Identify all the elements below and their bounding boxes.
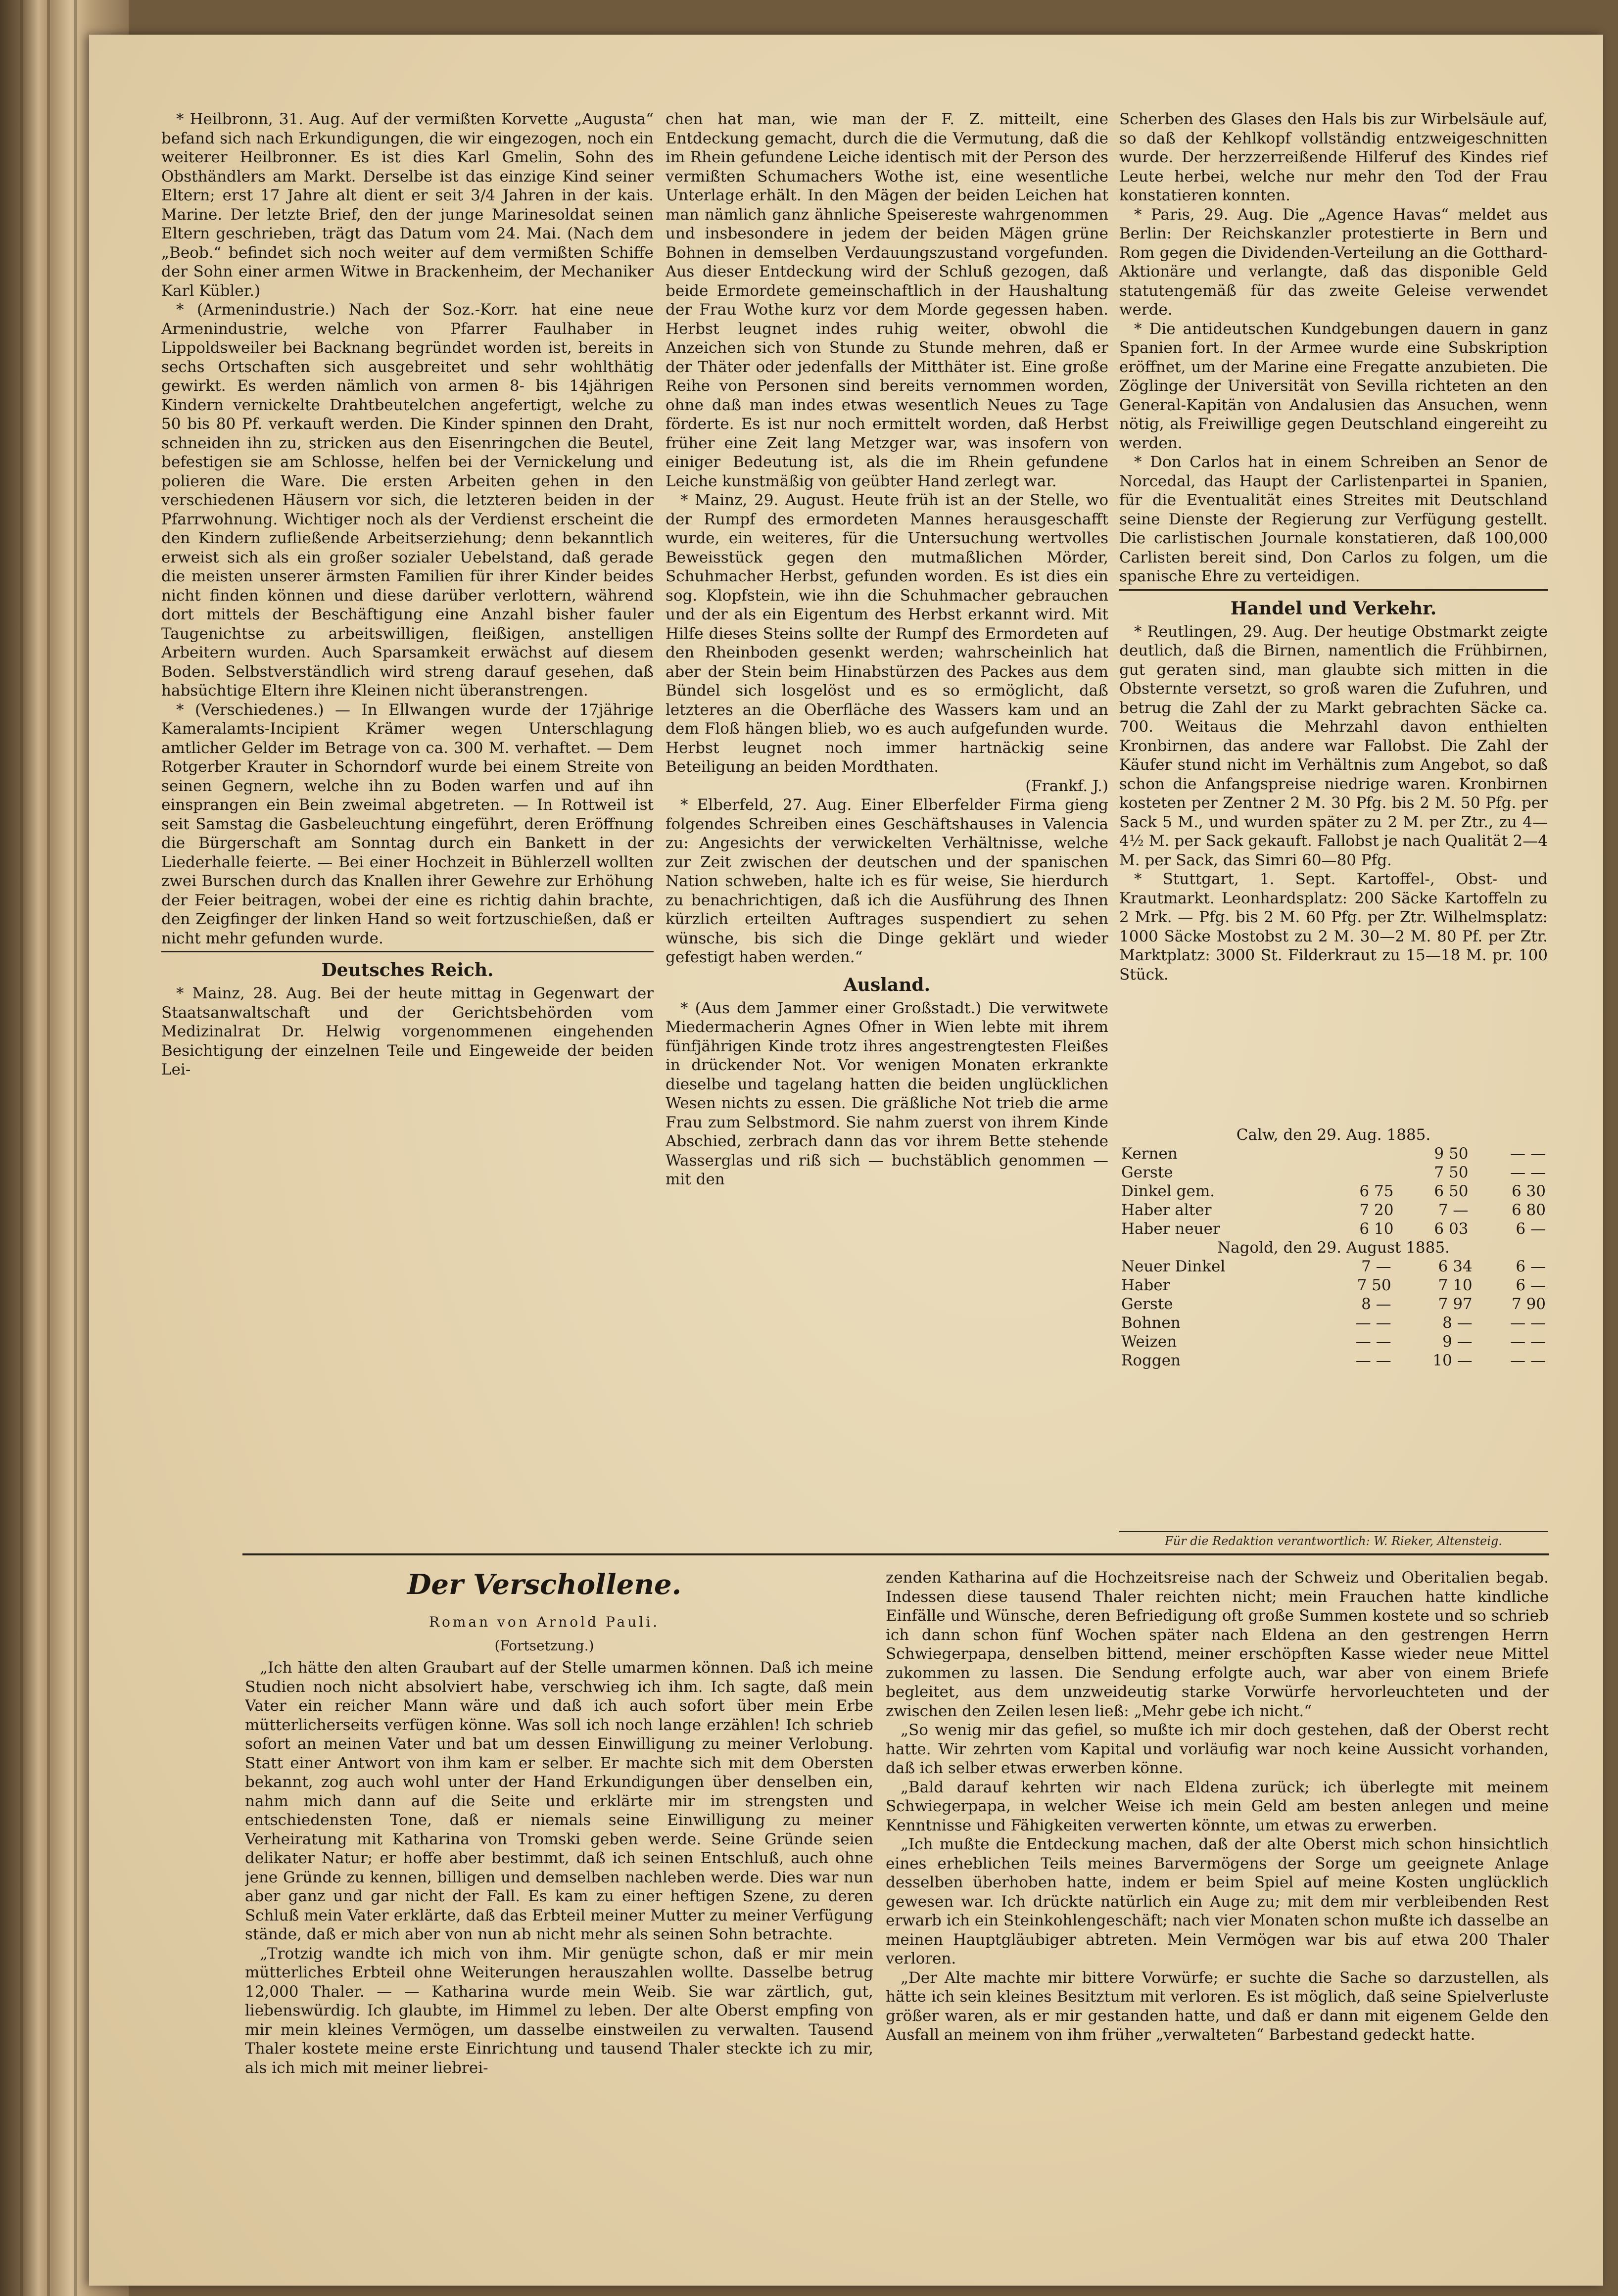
novel-column-1: [245, 1658, 873, 2163]
article-verschiedenes: * (Verschiedenes.) — In Ellwangen wurde der 17jährige Kameralamts-Incipient Krämer wegen Unterschlagung amtlicher Gelder im Betrage von ca. 300 M. verhaftet. — Dem Rotgerber Krauter in Schorndorf wurde bei einem Streite von seinen Gegnern, welche ihn zu Boden warfen und auf ihn einsprangen ein Bein zweimal abgetreten. — In Rottweil ist seit Samstag die Gasbeleuchtung eingeführt, deren Eröffnung die Bürgerschaft am Sonntag durch ein Bankett in der Liederhalle feierte. — Bei einer Hochzeit in Bühlerzell wollten zwei Burschen durch das Knallen ihrer Gewehre zur Erhöhung der Feier beitragen, wobei der eine es richtig dahin brachte, den Zeigfinger der linken Hand so weit fortzuschießen, daß er nicht mehr gefunden wurde.: [161, 701, 654, 947]
article-grossstadt-cont: Scherben des Glases den Hals bis zur Wirbelsäule auf, so daß der Kehlkopf vollständig entzweigeschnitten wurde. Der herzzerreißende Hilferuf des Kindes rief Leute herbei, welche nur mehr den Tod der Frau konstatieren konnten.: [1119, 110, 1548, 204]
commodity-name: Dinkel gem.: [1121, 1182, 1215, 1200]
novel-paragraph: „So wenig mir das gefiel, so mußte ich mir doch gestehen, daß der Oberst recht hatte. Wir zehrten vom Kapital und vorläufig war noch keine Aussicht vorhanden, daß ich selber etwas erwerben könne.: [886, 1721, 1549, 1777]
price-cell: — —: [1510, 1314, 1546, 1332]
price-cell: — —: [1355, 1333, 1391, 1351]
calw-price-table: [1119, 1144, 1548, 1238]
section-heading-ausland: Ausland.: [843, 974, 931, 995]
commodity-name: Bohnen: [1121, 1314, 1181, 1332]
price-cell: — —: [1510, 1333, 1546, 1351]
price-row: [1119, 1351, 1548, 1370]
price-row: [1119, 1163, 1548, 1182]
price-cell: 6 80: [1511, 1201, 1546, 1219]
column-2: [666, 110, 1108, 1391]
section-rule: [161, 951, 654, 952]
article-armenindustrie: * (Armenindustrie.) Nach der Soz.-Korr. hat eine neue Armenindustrie, welche von Pfarrer Faulhaber in Lippoldsweiler bei Backnang begründet worden ist, bereits in sechs Ortschaften sich ausgebreitet und sehr wohlthätig gewirkt. Es werden nämlich von armen 8- bis 14jährigen Kindern vernickelte Drahtbeutelchen angefertigt, welche zu 50 bis 80 Pf. verkauft werden. Die Kinder spinnen den Draht, schneiden ihn zu, stricken aus den Eisenringchen die Beutel, befestigen sie am Schlosse, helfen bei der Vernickelung und polieren die Ware. Die ersten Arbeiten gehen in den verschiedenen Häusern vor sich, die letzteren beiden in der Pfarrwohnung. Wichtiger noch als der Verdienst erscheint die den Kindern zufließende Arbeitserziehung; denn bekanntlich erweist sich als ein großer sozialer Uebelstand, daß gerade die meisten unserer ärmsten Familien für ihrer Kinder beides nicht finden können und diese darüber verlottern, während dort mittels der Beschäftigung eine Anzahl bisher fauler Taugenichtse zu arbeitswilligen, fleißigen, anstelligen Arbeitern wurden. Auch Sparsamkeit erwächst auf diesem Boden. Selbstverständlich wird streng darauf gesehen, daß habsüchtige Eltern ihre Kleinen nicht überanstrengen.: [161, 301, 654, 700]
price-cell: 6 75: [1359, 1182, 1394, 1200]
price-cell: 6 10: [1359, 1220, 1394, 1238]
novel-column-2: [886, 1568, 1549, 2162]
novel-paragraph: „Trotzig wandte ich mich von ihm. Mir genügte schon, daß er mir mein mütterliches Erbteil ohne Weiterungen herauszahlen wollte. Dasselbe betrug 12,000 Thaler. — — Katharina wurde mein Weib. Sie war zärtlich, gut, liebenswürdig. Ich glaubte, im Himmel zu leben. Der alte Oberst empfing von mir mein kleines Vermögen, um dasselbe einstweilen zu verwalten. Tausend Thaler kostete meine erste Einrichtung und tausend Thaler steckte ich zu mir, als ich mich mit meiner liebrei-: [245, 1944, 873, 2077]
commodity-name: Kernen: [1121, 1145, 1178, 1163]
novel-paragraph: „Bald darauf kehrten wir nach Eldena zurück; ich überlegte mit meinem Schwiegerpapa, in welcher Weise ich mein Geld am besten anlegen und meine Kenntnisse und Fähigkeiten verwerten könnte, um etwas zu erwerben.: [886, 1778, 1549, 1834]
price-cell: 10 —: [1432, 1352, 1473, 1369]
commodity-name: Roggen: [1121, 1352, 1181, 1369]
article-don-carlos: * Don Carlos hat in einem Schreiben an Senor de Norcedal, das Haupt der Carlistenpartei in Spanien, für die Eventualität eines Streites mit Deutschland seine Dienste der Regierung zur Verfügung gestellt. Die carlistischen Journale konstatieren, daß 100,000 Carlisten bereit sind, Don Carlos zu folgen, um die spanische Ehre zu verteidigen.: [1119, 453, 1548, 585]
article-reutlingen: * Reutlingen, 29. Aug. Der heutige Obstmarkt zeigte deutlich, daß die Birnen, namentlich die Frühbirnen, gut geraten sind, man glaubte sich mitten in die Obsternte versetzt, so groß waren die Zufuhren, und betrug die Zahl der zu Markt gebrachten Säcke ca. 700. Weitaus die Mehrzahl davon enthielten Kronbirnen, das andere war Fallobst. Die Zahl der Käufer stund nicht im Verhältnis zum Angebot, so daß schon die Anfangspreise niedrige waren. Kronbirnen kosteten per Zentner 2 M. 30 Pfg. bis 2 M. 50 Pfg. per Sack 5 M., und wurden später zu 2 M. per Ztr., zu 4—4½ M. per Sack gekauft. Fallobst je nach Qualität 2—4 M. per Sack, das Simri 60—80 Pfg.: [1119, 622, 1548, 869]
price-cell: 7 —: [1438, 1201, 1469, 1219]
article-grossstadt: * (Aus dem Jammer einer Großstadt.) Die verwitwete Miedermacherin Agnes Ofner in Wien lebte mit ihrem fünfjährigen Kinde trotz ihres angestrengtesten Fleißes in drückender Not. Vor wenigen Monaten erkrankte dieselbe und tagelang hatten die beiden unglücklichen Wesen nichts zu essen. Die gräßliche Not trieb die arme Frau zum Selbstmord. Sie nahm zuerst von ihrem Kinde Abschied, zerbrach dann das vor ihrem Bette stehende Wasserglas und riß sich — buchstäblich genommen — mit den: [666, 999, 1108, 1188]
novel-paragraph: zenden Katharina auf die Hochzeitsreise nach der Schweiz und Oberitalien begab. Indessen diese tausend Thaler reichten nicht; mein Frauchen hatte kindliche Einfälle und Wünsche, deren Befriedigung oft große Summen kostete und so schrieb ich dann schon fünf Wochen später nach Eldena an den gestrengen Herrn Schwiegerpapa, denselben bittend, meiner erschöpften Kasse wieder neue Mittel zukommen zu lassen. Die Sendung erfolgte auch, war aber von einem Briefe begleitet, aus dem unzweideutig starke Vorwürfe hervorleuchteten und der zwischen den Zeilen lesen ließ: „Mehr gebe ich nicht.“: [886, 1569, 1549, 1720]
novel-paragraph: „Der Alte machte mir bittere Vorwürfe; er suchte die Sache so darzustellen, als hätte ich sein kleines Besitztum mit verloren. Es ist möglich, daß seine Spielverluste größer waren, als er mir gestanden hatte, und daß er dann mit eigenem Gelde den Ausfall an meinem von ihm früher „verwalteten“ Barbestand gedeckt hatte.: [886, 1968, 1549, 2044]
price-cell: 6 30: [1511, 1182, 1546, 1200]
novel-title: Der Verschollene.: [407, 1568, 682, 1601]
price-cell: 9 —: [1442, 1333, 1473, 1351]
column-3: [1119, 110, 1548, 1124]
price-cell: — —: [1510, 1164, 1546, 1181]
novel-continued: (Fortsetzung.): [494, 1638, 594, 1654]
price-cell: 7 50: [1357, 1276, 1391, 1294]
nagold-price-table: [1119, 1257, 1548, 1370]
price-cell: 7 20: [1359, 1201, 1394, 1219]
price-cell: — —: [1355, 1314, 1391, 1332]
price-cell: 6 34: [1438, 1258, 1473, 1275]
novel-author: Roman von Arnold Pauli.: [428, 1614, 660, 1630]
price-cell: 7 90: [1511, 1295, 1546, 1313]
price-cell: 7 97: [1438, 1295, 1473, 1313]
commodity-name: Gerste: [1121, 1164, 1173, 1181]
calw-caption: Calw, den 29. Aug. 1885.: [1236, 1126, 1431, 1144]
article-heilbronn: * Heilbronn, 31. Aug. Auf der vermißten Korvette „Augusta“ befand sich nach Erkundigungen, die wir eingezogen, noch ein weiterer Heilbronner. Es ist dies Karl Gmelin, Sohn des Obsthändlers am Markt. Derselbe ist das einzige Kind seiner Eltern; erst 17 Jahre alt dient er seit 3/4 Jahren in der kais. Marine. Der letzte Brief, den der junge Marinesoldat seinen Eltern geschrieben, trägt das Datum vom 24. Mai. (Nach dem „Beob.“ befindet sich noch weiter auf dem vermißten Schiffe der Sohn einer armen Witwe in Brackenheim, der Mechaniker Karl Kübler.): [161, 110, 654, 300]
price-cell: 7 —: [1361, 1258, 1391, 1275]
price-row: [1119, 1182, 1548, 1201]
price-cell: [1321, 1144, 1395, 1163]
section-rule: [1119, 589, 1548, 591]
price-cell: — —: [1510, 1145, 1546, 1163]
editor-note: Für die Redaktion verantwortlich: W. Rieker, Altensteig.: [1119, 1531, 1548, 1548]
novel-paragraph: „Ich hätte den alten Graubart auf der Stelle umarmen können. Daß ich meine Studien noch nicht absolviert habe, verschwieg ich ihm. Ich sagte, daß mein Vater ein reicher Mann wäre und daß ich auch sofort über mein Erbe mütterlicherseits verfügen könne. Was soll ich noch lange erzählen! Ich schrieb sofort an meinen Vater und bat um dessen Einwilligung zu meiner Verlobung. Statt einer Antwort von ihm kam er selber. Er machte sich mit dem Obersten bekannt, zog auch wohl unter der Hand Erkundigungen über denselben ein, nahm mich dann auf die Seite und erklärte mir im strengsten und entschiedensten Tone, daß er niemals seine Einwilligung zu meiner Verheiratung mit Katharina von Tromski geben werde. Seine Gründe seien delikater Natur; er hoffe aber bestimmt, daß ich seinen Entschluß, auch ohne jene Gründe zu kennen, billigen und demselben nachleben werde. Dies war nun aber ganz und gar nicht der Fall. Es kam zu einer heftigen Szene, zu deren Schluß mein Vater erklärte, daß das Erbteil meiner Mutter zu meiner Verfügung stände, daß er mich aber von nun ab nicht mehr als seinen Sohn betrachte.: [245, 1659, 873, 1943]
novel-paragraph: „Ich mußte die Entdeckung machen, daß der alte Oberst mich schon hinsichtlich eines erheblichen Teils meines Barvermögens der Sorge um geeignete Anlage desselben überhoben hatte, indem er beim Spiel auf meine Kosten unglücklich gewesen war. Ich drückte natürlich ein Auge zu; mit dem mir verbleibenden Rest erwarb ich ein Steinkohlengeschäft; nach vier Monaten schon mußte ich dasselbe an meinen Hauptgläubiger abtreten. Mein Vermögen war bis auf etwa 200 Thaler verloren.: [886, 1835, 1549, 1968]
commodity-name: Gerste: [1121, 1295, 1173, 1313]
price-cell: 8 —: [1442, 1314, 1473, 1332]
commodity-name: Haber neuer: [1121, 1220, 1220, 1238]
article-mainz-28-cont: chen hat man, wie man der F. Z. mitteilt, eine Entdeckung gemacht, durch die die Vermutung, daß die im Rhein gefundene Leiche identisch mit der Person des vermißten Schumachers Wothe ist, eine wesentliche Unterlage erhält. In den Mägen der beiden Leichen hat man nämlich ganz ähnliche Speisereste wahrgenommen und insbesondere in jedem der beiden Mägen grüne Bohnen in demselben Verdauungszustand vorgefunden. Aus dieser Entdeckung wird der Schluß gezogen, daß beide Ermordete gemeinschaftlich in der Haushaltung der Frau Wothe kurz vor dem Morde gegessen haben. Herbst leugnet indes ruhig weiter, obwohl die Anzeichen sich von Stunde zu Stunde mehren, daß er der Thäter oder jedenfalls der Mitthäter ist. Eine große Reihe von Personen sind bereits vernommen worden, ohne daß man indes etwas wesentlich Neues zu Tage förderte. Es ist nur noch ermittelt worden, daß Herbst früher eine Zeit lang Metzger war, was insofern von einiger Bedeutung ist, als die im Rhein gefundene Leiche kunstmäßig von geübter Hand zerlegt war.: [666, 110, 1108, 490]
price-row: [1119, 1201, 1548, 1219]
article-elberfeld: * Elberfeld, 27. Aug. Einer Elberfelder Firma gieng folgendes Schreiben eines Geschäftshauses in Valencia zu: Angesichts der verwickelten Verhältnisse, welche zur Zeit zwischen der deutschen und der spanischen Nation schweben, halte ich es für weise, Sie hierdurch zu benachrichtigen, daß ich die Ausführung des Ihnen kürzlich erteilten Auftrages suspendiert zu sehen wünsche, bis sich die Dinge geklärt und wieder gefestigt haben werden.“: [666, 796, 1108, 966]
feuilleton-divider: [242, 1553, 1549, 1555]
price-cell: — —: [1355, 1352, 1391, 1369]
article-mainz-29: * Mainz, 29. August. Heute früh ist an der Stelle, wo der Rumpf des ermordeten Mannes herausgeschafft wurde, ein weiteres, für die Untersuchung wertvolles Beweisstück gegen den mutmaßlichen Mörder, Schuhmacher Herbst, gefunden worden. Es ist dies ein sog. Klopfstein, wie ihn die Schuhmacher gebrauchen und der als ein Eigentum des Herbst erkannt wird. Mit Hilfe dieses Steins sollte der Rumpf des Ermordeten auf den Rheinboden gesenkt werden; wahrscheinlich hat aber der Stein beim Hinabstürzen des Packes aus dem Bündel sich losgelöst und es so ermöglicht, daß letzteres an die Oberfläche des Wassers kam und an dem Floß hängen blieb, wo es auch aufgefunden wurde. Herbst leugnet noch immer hartnäckig seine Beteiligung an beiden Mordthaten.: [666, 491, 1108, 776]
article-spanien: * Die antideutschen Kundgebungen dauern in ganz Spanien fort. In der Armee wurde eine Subskription eröffnet, um der Marine eine Fregatte anzubieten. Die Zöglinge der Universität von Sevilla richteten an den General-Kapitän von Andalusien das Ansuchen, wenn nötig, als Freiwillige gegen Deutschland eingereiht zu werden.: [1119, 320, 1548, 452]
price-row: [1119, 1257, 1548, 1276]
price-row: [1119, 1313, 1548, 1332]
price-cell: 6 50: [1434, 1182, 1469, 1200]
commodity-name: Haber alter: [1121, 1201, 1212, 1219]
article-mainz-28: * Mainz, 28. Aug. Bei der heute mittag in Gegenwart der Staatsanwaltschaft und der Gerichtsbehörden vom Medizinalrat Dr. Helwig vorgenommenen eingehenden Besichtigung der einzelnen Teile und Eingeweide der beiden Lei-: [161, 984, 654, 1078]
section-heading-handel: Handel und Verkehr.: [1230, 598, 1437, 619]
section-heading-deutsches-reich: Deutsches Reich.: [321, 960, 494, 981]
price-cell: — —: [1510, 1352, 1546, 1369]
price-cell: 7 50: [1434, 1164, 1469, 1181]
price-cell: 6 —: [1516, 1220, 1546, 1238]
price-cell: [1321, 1163, 1395, 1182]
article-stuttgart: * Stuttgart, 1. Sept. Kartoffel-, Obst- und Krautmarkt. Leonhardsplatz: 200 Säcke Kartoffeln zu 2 Mrk. — Pfg. bis 2 M. 60 Pfg. per Ztr. Wilhelmsplatz: 1000 Säcke Mostobst zu 2 M. 30—2 M. 80 Pf. per Ztr. Marktplatz: 3000 St. Filderkraut zu 15—18 M. pr. 100 Stück.: [1119, 870, 1548, 984]
price-cell: 8 —: [1361, 1295, 1391, 1313]
price-cell: 6 —: [1516, 1276, 1546, 1294]
price-cell: 7 10: [1438, 1276, 1473, 1294]
price-row: [1119, 1295, 1548, 1313]
market-prices: [1119, 1125, 1548, 1370]
price-row: [1119, 1219, 1548, 1238]
commodity-name: Neuer Dinkel: [1121, 1258, 1226, 1275]
price-row: [1119, 1332, 1548, 1351]
price-row: [1119, 1276, 1548, 1295]
article-paris: * Paris, 29. Aug. Die „Agence Havas“ meldet aus Berlin: Der Reichskanzler protestierte in Bern und Rom gegen die Dividenden-Verteilung an die Gotthard-Aktionäre und verlangte, daß das disponible Geld statutengemäß für das zweite Geleise verwendet werde.: [1119, 205, 1548, 319]
price-cell: 6 03: [1434, 1220, 1469, 1238]
price-cell: 6 —: [1516, 1258, 1546, 1275]
nagold-caption: Nagold, den 29. August 1885.: [1217, 1239, 1450, 1257]
price-row: [1119, 1144, 1548, 1163]
commodity-name: Weizen: [1121, 1333, 1177, 1351]
commodity-name: Haber: [1121, 1276, 1170, 1294]
price-cell: 9 50: [1434, 1145, 1469, 1163]
source-frankf: (Frankf. J.): [1025, 777, 1108, 795]
column-1: [161, 110, 654, 1386]
